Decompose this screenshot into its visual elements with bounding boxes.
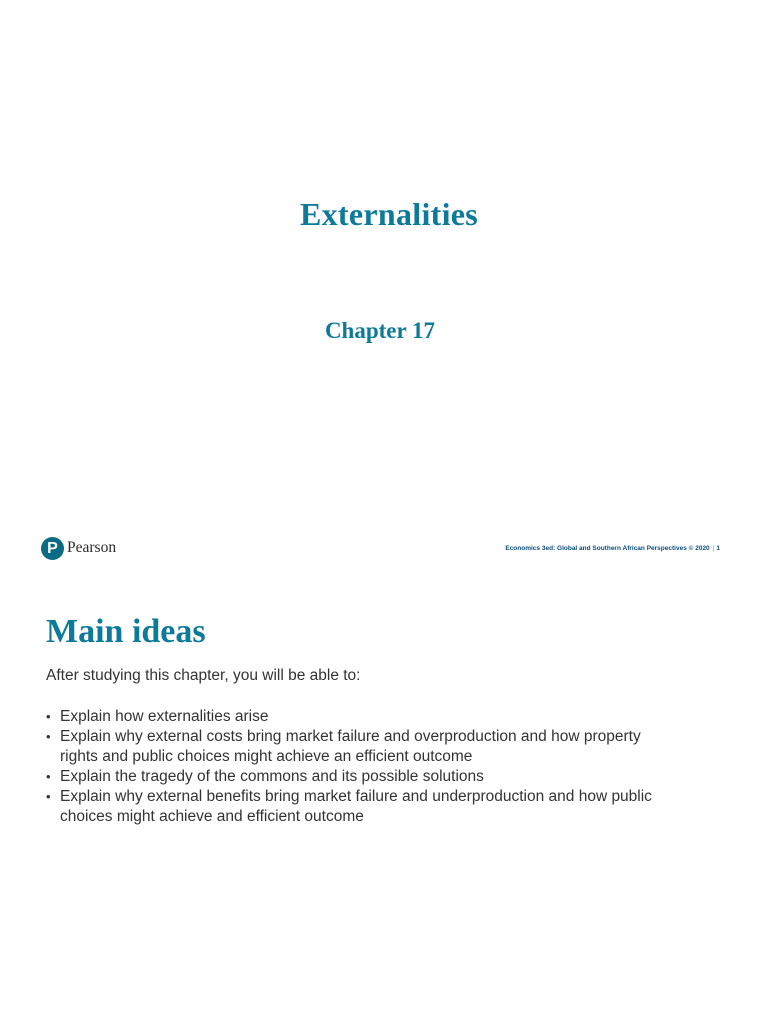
list-item [46, 727, 666, 767]
list-item [46, 767, 666, 787]
chapter-label: Chapter 17 [324, 318, 436, 343]
page-number: 1 [716, 545, 720, 552]
list-item-text: Explain why external costs bring market failure and overproduction and how property rights and public choices might achieve an efficient outcome [60, 728, 641, 765]
list-item-text: Explain why external benefits bring market failure and underproduction and how public choices might achieve and efficient outcome [60, 788, 652, 825]
pearson-logo-icon: P [41, 537, 64, 560]
list-item [46, 787, 666, 827]
pearson-logo-text: Pearson [67, 539, 117, 556]
bullet-icon: • [46, 729, 51, 744]
footer-separator: | [712, 545, 715, 552]
learning-objectives-list [46, 707, 666, 827]
list-item-text: Explain the tragedy of the commons and its possible solutions [60, 768, 484, 785]
footer-citation: Economics 3ed: Global and Southern African Perspectives © 2020 [505, 545, 710, 552]
pearson-logo [41, 535, 116, 561]
bullet-icon: • [46, 769, 51, 784]
list-item-text: Explain how externalities arise [60, 708, 269, 725]
section-heading: Main ideas [46, 613, 206, 650]
intro-text: After studying this chapter, you will be able to: [46, 667, 361, 684]
slide-footer [505, 545, 720, 552]
bullet-icon: • [46, 709, 51, 724]
list-item [46, 707, 666, 727]
bullet-icon: • [46, 789, 51, 804]
slide-title: Externalities [299, 196, 479, 232]
